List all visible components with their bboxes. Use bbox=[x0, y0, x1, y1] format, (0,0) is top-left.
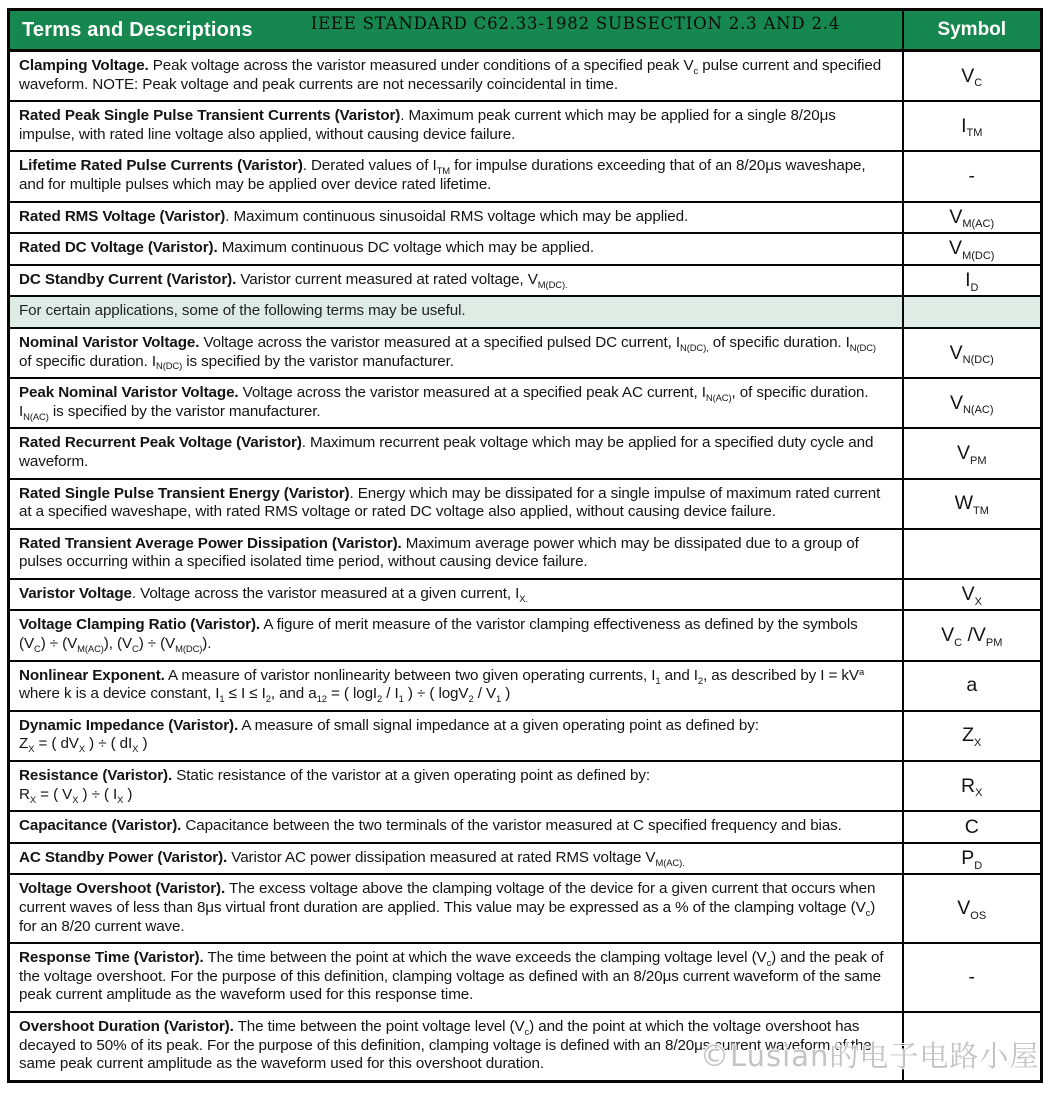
term-description-cell bbox=[9, 378, 903, 428]
table-row bbox=[9, 661, 1042, 711]
table-row bbox=[9, 843, 1042, 875]
term-description-text: Peak voltage across the varistor measured under conditions of a specified peak $V_c$ pulse current and specified waveform. NOTE: Peak voltage and peak currents are not necessarily coincidental in time. bbox=[19, 57, 882, 93]
table-header-left bbox=[9, 10, 903, 51]
terms-table bbox=[7, 8, 1043, 1083]
term-label: Nonlinear Exponent. bbox=[19, 666, 165, 684]
symbol-cell: $V_C$ bbox=[903, 51, 1042, 102]
table-row bbox=[9, 711, 1042, 761]
symbol-cell: $V_C$ $/V_{PM}$ bbox=[903, 610, 1042, 660]
header-standard-label: IEEE STANDARD C62.33-1982 SUBSECTION 2.3 AND 2.4 bbox=[310, 14, 841, 33]
term-description-cell bbox=[9, 761, 903, 811]
term-description-text: Static resistance of the varistor at a given operating point as defined by: $R_X$ = ( $V_X$ ) ÷ ( $I_X$ ) bbox=[19, 767, 650, 805]
term-description-cell bbox=[9, 479, 903, 529]
table-row bbox=[9, 428, 1042, 478]
term-description-text: . Derated values of $I_{TM}$ for impulse durations exceeding that of an 8/20μs waveshape, and for multiple pulses which may be applied over device rated lifetime. bbox=[19, 157, 866, 193]
term-description-text: Varistor AC power dissipation measured at rated RMS voltage $V_{M(AC).}$ bbox=[227, 848, 685, 868]
symbol-cell: $V_{PM}$ bbox=[903, 428, 1042, 478]
term-label: Capacitance (Varistor). bbox=[19, 817, 182, 835]
watermark-text: ©Lusian的电子电路小屋 bbox=[700, 1039, 1040, 1073]
term-label: Nominal Varistor Voltage. bbox=[19, 333, 200, 351]
table-row bbox=[9, 529, 1042, 579]
table-row bbox=[9, 874, 1042, 943]
symbol-cell: $R_X$ bbox=[903, 761, 1042, 811]
term-description-cell bbox=[9, 51, 903, 102]
symbol-cell bbox=[903, 529, 1042, 579]
term-label: Rated Recurrent Peak Voltage (Varistor) bbox=[19, 434, 302, 452]
table-row bbox=[9, 51, 1042, 102]
term-label: Peak Nominal Varistor Voltage. bbox=[19, 384, 239, 402]
table-row bbox=[9, 151, 1042, 201]
term-description-text: For certain applications, some of the following terms may be useful. bbox=[19, 302, 466, 320]
symbol-cell: C bbox=[903, 811, 1042, 843]
term-description-cell bbox=[9, 1012, 903, 1081]
term-description-cell bbox=[9, 428, 903, 478]
symbol-cell: $V_{M(AC)}$ bbox=[903, 202, 1042, 234]
term-description-cell bbox=[9, 265, 903, 297]
term-label: Voltage Overshoot (Varistor). bbox=[19, 880, 226, 898]
table-header bbox=[9, 10, 1042, 51]
term-description-text: Capacitance between the two terminals of the varistor measured at C specified frequency and bias. bbox=[181, 817, 842, 835]
term-description-cell bbox=[9, 811, 903, 843]
symbol-cell: - bbox=[903, 151, 1042, 201]
symbol-cell: $I_D$ bbox=[903, 265, 1042, 297]
term-label: Response Time (Varistor). bbox=[19, 949, 204, 967]
term-description-text: Maximum continuous DC voltage which may be applied. bbox=[217, 239, 594, 257]
table-row bbox=[9, 811, 1042, 843]
table-row bbox=[9, 378, 1042, 428]
term-description-cell bbox=[9, 202, 903, 234]
table-row bbox=[9, 328, 1042, 378]
symbol-cell: $P_D$ bbox=[903, 843, 1042, 875]
term-description-cell bbox=[9, 943, 903, 1012]
symbol-cell: $V_X$ bbox=[903, 579, 1042, 611]
term-description-cell bbox=[9, 661, 903, 711]
term-description-text: . Maximum peak current which may be applied for a single 8/20μs impulse, with rated line voltage also applied, without causing device failure. bbox=[19, 107, 836, 143]
symbol-cell: $V_{M(DC)}$ bbox=[903, 233, 1042, 265]
symbol-cell: - bbox=[903, 943, 1042, 1012]
terms-table-body bbox=[9, 51, 1042, 1082]
symbol-cell: $I_{TM}$ bbox=[903, 101, 1042, 151]
term-label: Varistor Voltage bbox=[19, 584, 132, 602]
table-row bbox=[9, 233, 1042, 265]
term-label: Rated RMS Voltage (Varistor) bbox=[19, 207, 226, 225]
symbol-cell: $W_{TM}$ bbox=[903, 479, 1042, 529]
table-row bbox=[9, 479, 1042, 529]
term-description-text: . Voltage across the varistor measured at a given current, $I_{X.}$ bbox=[131, 584, 528, 604]
term-description-cell bbox=[9, 843, 903, 875]
term-label: Clamping Voltage. bbox=[19, 57, 149, 74]
table-row bbox=[9, 943, 1042, 1012]
term-description-text: The time between the point at which the wave exceeds the clamping voltage level $(V_c)$ and the peak of the voltage overshoot. For the purpose of this definition, clamping voltage as defined with an 8/20μs current waveform of the same peak current amplitude as the waveform used for this response time. bbox=[19, 949, 884, 1004]
term-description-cell bbox=[9, 328, 903, 378]
symbol-cell: a bbox=[903, 661, 1042, 711]
symbol-cell: $V_{N(AC)}$ bbox=[903, 378, 1042, 428]
term-description-cell bbox=[9, 296, 903, 328]
term-label: Rated Peak Single Pulse Transient Currents (Varistor) bbox=[19, 107, 401, 125]
term-label: Overshoot Duration (Varistor). bbox=[19, 1017, 234, 1035]
table-row bbox=[9, 265, 1042, 297]
table-row bbox=[9, 101, 1042, 151]
term-description-cell bbox=[9, 874, 903, 943]
term-label: Rated Single Pulse Transient Energy (Varistor) bbox=[19, 484, 350, 502]
term-description-text: . Maximum continuous sinusoidal RMS voltage which may be applied. bbox=[225, 207, 689, 225]
term-description-text: The excess voltage above the clamping voltage of the device for a given current that occurs when current waves of less than 8μs virtual front duration are applied. This value may be expressed as a % of the clamping voltage $(V_c)$ for an 8/20 current wave. bbox=[19, 880, 876, 935]
term-description-cell bbox=[9, 101, 903, 151]
term-description-cell bbox=[9, 151, 903, 201]
symbol-cell bbox=[903, 296, 1042, 328]
term-description-text: . Energy which may be dissipated for a single impulse of maximum rated current at a specified waveshape, with rated RMS voltage or rated DC voltage also applied, without causing device failure. bbox=[19, 484, 881, 521]
term-description-text: Varistor current measured at rated voltage, $V_{M(DC).}$ bbox=[236, 270, 568, 290]
symbol-cell: $V_{N(DC)}$ bbox=[903, 328, 1042, 378]
term-description-text: Maximum average power which may be dissipated due to a group of pulses occurring within a specified isolated time period, without causing device failure. bbox=[19, 534, 859, 571]
table-row bbox=[9, 610, 1042, 660]
term-label: Resistance (Varistor). bbox=[19, 767, 173, 785]
term-description-cell bbox=[9, 579, 903, 611]
table-row bbox=[9, 202, 1042, 234]
term-description-text: Voltage across the varistor measured at a specified peak AC current, $I_{N(AC)}$, of specific duration. $I_{N(AC)}$ is specified by the varistor manufacturer. bbox=[19, 384, 869, 422]
term-description-text: The time between the point voltage level $(V_c)$ and the point at which the voltage overshoot has decayed to 50% of its peak. For the purpose of this definition, clamping voltage is defined with an 8/20μs current waveform of the same peak current amplitude as the waveform used for this overshoot duration. bbox=[19, 1017, 872, 1073]
term-description-cell bbox=[9, 610, 903, 660]
term-label: DC Standby Current (Varistor). bbox=[19, 270, 237, 288]
term-description-text: A measure of varistor nonlinearity between two given operating currents, $I_1$ and $I_2$, as described by $I = kV^a$ where k is a device constant, $I_1 \le I \le I_2$, and $a_{12}$ = ( $\log I_2 / I_1$ ) ÷ ( $\log V_2 / V_1$ ) bbox=[19, 666, 865, 705]
term-label: Voltage Clamping Ratio (Varistor). bbox=[19, 616, 261, 634]
term-description-cell bbox=[9, 711, 903, 761]
symbol-cell bbox=[903, 1012, 1042, 1081]
symbol-cell: $Z_X$ bbox=[903, 711, 1042, 761]
header-terms-label: Terms and Descriptions bbox=[22, 18, 253, 41]
term-description-text: Voltage across the varistor measured at a specified pulsed DC current, $I_{N(DC),}$ of specific duration. $I_{N(DC)}$ of specific duration. $I_{N(DC)}$ is specified by the varistor manufacturer. bbox=[19, 333, 876, 372]
term-description-cell bbox=[9, 233, 903, 265]
table-row bbox=[9, 579, 1042, 611]
term-label: AC Standby Power (Varistor). bbox=[19, 848, 228, 866]
table-row bbox=[9, 761, 1042, 811]
symbol-cell: $V_{OS}$ bbox=[903, 874, 1042, 943]
term-label: Rated Transient Average Power Dissipation (Varistor). bbox=[19, 534, 402, 552]
header-symbol-label: Symbol bbox=[903, 10, 1042, 51]
term-description-text: A figure of merit measure of the varistor clamping effectiveness as defined by the symbols $(V_C) \div (V_{M(AC)})$, $(V_C) \div (V_{M(DC)})$. bbox=[19, 616, 858, 655]
term-label: Dynamic Impedance (Varistor). bbox=[19, 716, 239, 734]
term-label: Rated DC Voltage (Varistor). bbox=[19, 239, 218, 257]
note-row bbox=[9, 296, 1042, 328]
header-left-content bbox=[10, 11, 902, 49]
term-description-cell bbox=[9, 529, 903, 579]
term-description-text: A measure of small signal impedance at a given operating point as defined by: $Z_X$ = ( $dV_X$ ) ÷ ( $dI_X$ ) bbox=[19, 716, 759, 755]
term-label: Lifetime Rated Pulse Currents (Varistor) bbox=[19, 157, 303, 175]
header-row bbox=[9, 10, 1042, 51]
term-description-text: . Maximum recurrent peak voltage which may be applied for a specified duty cycle and waveform. bbox=[19, 434, 874, 470]
table-row bbox=[9, 1012, 1042, 1081]
